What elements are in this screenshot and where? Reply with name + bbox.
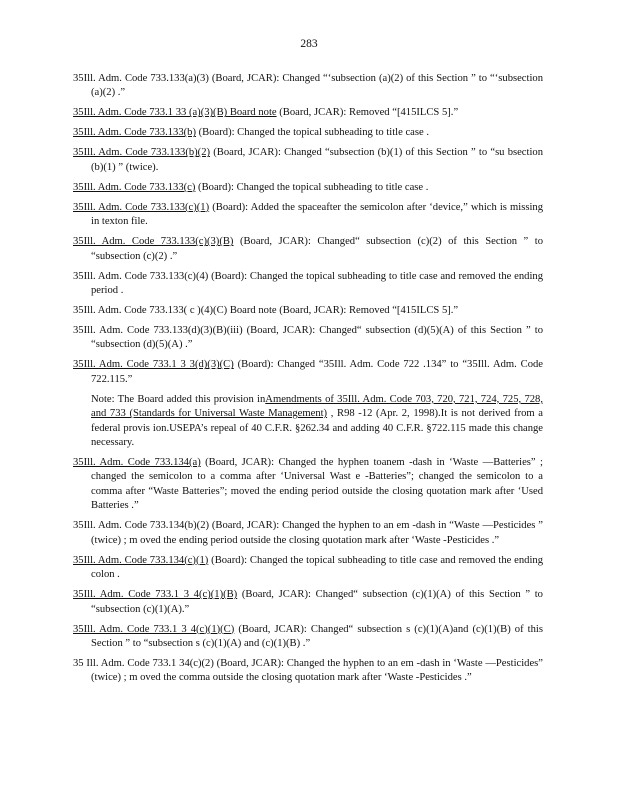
amendment-text: (Board): Changed the topical subheading to title case and removed the ending colon . <box>91 554 543 581</box>
amendment-entry <box>73 181 543 195</box>
citation: 35Ill. Adm. Code 733.1 3 3(d)(3)(C) <box>73 359 234 371</box>
page-number: 283 <box>300 38 318 50</box>
note-lead: Note: The Board added this provision in <box>91 393 266 405</box>
amendment-entry <box>73 657 543 686</box>
amendment-text: 35Ill. Adm. Code 733.133(d)(3)(B)(iii) (Board, JCAR): Changed“ subsection (d)(5)(A) of this Section ” to “subsection (d)(5)(A) .” <box>73 325 543 351</box>
amendment-text: (Board): Changed the topical subheading to title case . <box>195 181 429 193</box>
amendment-entry <box>73 146 543 175</box>
amendment-text: 35Ill. Adm. Code 733.134(b)(2) (Board, JCAR): Changed the hyphen to an em -dash in “Waste —Pesticides ” (twice) ; m oved the ending period outside the closing quotation mark after ‘Waste -Pesticides .” <box>73 520 543 546</box>
citation: 35Ill. Adm. Code 733.133(b) <box>73 127 196 139</box>
amendment-text: (Board, JCAR): Changed“ subsection (c)(2) of this Section ” to “subsection (c)(2) .” <box>91 236 543 262</box>
citation: 35Ill. Adm. Code 733.133(c)(1) <box>73 201 210 213</box>
amendment-text: (Board, JCAR): Changed the hyphen toanem -dash in ‘Waste —Batteries” ; changed the semicolon to a comma after ‘Universal Wast e -Batteries”; changed the semicolon to a comma after “Waste Batteries”; moved the ending period outside the closing quotation mark after ‘Used Batteries .” <box>91 457 543 512</box>
amendment-text: 35Ill. Adm. Code 733.133(c)(4) (Board): Changed the topical subheading to title case and removed the ending period . <box>73 270 543 297</box>
citation: 35Ill. Adm. Code 733.134(a) <box>73 457 201 469</box>
amendment-entry <box>73 358 543 387</box>
amendment-entry <box>73 270 543 299</box>
note-rest: , R98 -12 (Apr. 2, 1998).It is not derived from a federal provis ion.USEPA’s repeal of 40 C.F.R. §262.34 and adding 40 C.F.R. §722.115 made this change necessary. <box>91 408 543 449</box>
amendment-text: (Board): Changed the topical subheading to title case . <box>196 127 429 139</box>
amendment-entry <box>73 456 543 514</box>
amendment-entry <box>73 304 543 318</box>
amendment-entry <box>73 126 543 140</box>
amendment-entry <box>73 72 543 101</box>
amendment-entry <box>73 554 543 583</box>
amendment-entry <box>73 519 543 548</box>
citation: 35Ill. Adm. Code 733.133(c) <box>73 181 196 193</box>
amendment-text: (Board): Added the spaceafter the semicolon after ‘device,” which is missing in texton file. <box>91 201 543 228</box>
amendment-group-2 <box>73 456 543 686</box>
board-note <box>91 393 543 451</box>
citation: 35Ill. Adm. Code 733.134(c)(1) <box>73 554 209 566</box>
citation: 35Ill. Adm. Code 733.1 3 4(c)(1)(B) <box>73 589 238 601</box>
citation: 35Ill. Adm. Code 733.1 3 4(c)(1)(C) <box>73 623 235 635</box>
amendment-text: (Board, JCAR): Changed“ subsection s (c)(1)(A)and (c)(1)(B) of this Section ” to “subsection s (c)(1)(A) and (c)(1)(B) .” <box>91 623 543 649</box>
amendment-entry <box>73 201 543 230</box>
amendment-text: 35 Ill. Adm. Code 733.1 34(c)(2) (Board, JCAR): Changed the hyphen to an em -dash in ‘Waste —Pesticides” (twice) ; m oved the comma outside the closing quotation mark after ‘Waste -Pesticides .” <box>73 657 543 684</box>
amendment-text: (Board, JCAR): Changed“ subsection (c)(1)(A) of this Section ” to “subsection (c)(1)(A).” <box>91 589 543 615</box>
amendment-text: (Board, JCAR): Removed “[415ILCS 5].” <box>276 107 459 119</box>
note-link: Amendments of 35Ill. Adm. Code 703, 720, 721, 724, 725, 728, and 733 (Standards for Universal Waste Management) <box>91 393 543 420</box>
amendment-entry <box>73 106 543 120</box>
citation: 35Ill. Adm. Code 733.133(b)(2) <box>73 147 211 159</box>
amendment-text: (Board): Changed “35Ill. Adm. Code 722 .134” to “35Ill. Adm. Code 722.115.” <box>91 359 543 385</box>
amendment-entry <box>73 324 543 353</box>
citation: 35Ill. Adm. Code 733.133(c)(3)(B) <box>73 236 234 248</box>
amendment-group-1 <box>73 72 543 387</box>
amendment-entry <box>73 623 543 652</box>
citation: 35Ill. Adm. Code 733.1 33 (a)(3)(B) Board note <box>73 107 277 119</box>
amendment-text: 35Ill. Adm. Code 733.133( c )(4)(C) Board note (Board, JCAR): Removed “[415ILCS 5].” <box>73 305 459 317</box>
amendment-entry <box>73 588 543 617</box>
amendment-text: 35Ill. Adm. Code 733.133(a)(3) (Board, JCAR): Changed “‘subsection (a)(2) of this Section ” to “‘subsection (a)(2) .” <box>73 73 543 99</box>
amendment-text: (Board, JCAR): Changed “subsection (b)(1) of this Section ” to “su bsection (b)(1) ” (twice). <box>91 147 543 173</box>
amendment-list <box>73 72 543 691</box>
amendment-entry <box>73 235 543 264</box>
